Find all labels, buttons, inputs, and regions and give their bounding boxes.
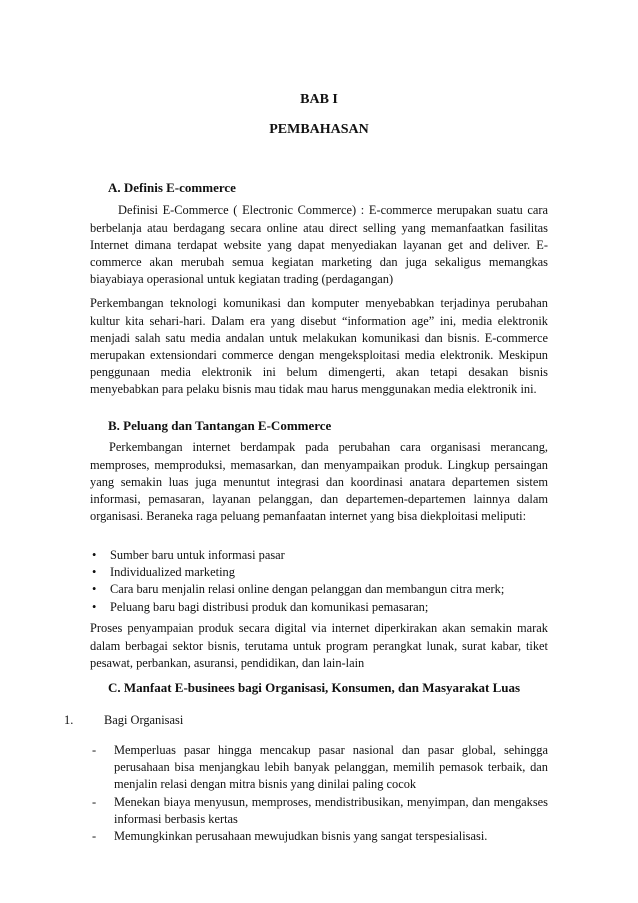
list-item: - Memungkinkan perusahaan mewujudkan bisnis yang sangat terspesialisasi.: [90, 828, 548, 845]
paragraph-digital-delivery: Proses penyampaian produk secara digital via internet diperkirakan akan semakin marak dalam berbagai sektor bisnis, terutama untuk program perangkat lunak, surat kabar, tiket pesawat, perbankan, asuransi, pendidikan, dan lain-lain: [90, 621, 548, 670]
paragraph-definition: Definisi E-Commerce ( Electronic Commerce) : E-commerce merupakan suatu cara berbelanja atau berdagang secara online atau direct selling yang memanfaatkan fasilitas Internet dimana terdapat website yang dapat menyediakan layanan get and deliver. E-commerce akan merubah semua kegiatan marketing dan juga sekaligus memangkas biayabiaya operasional untuk kegiatan trading (perdagangan): [90, 203, 548, 287]
chapter-title: BAB I: [300, 92, 338, 107]
benefit-list: [90, 742, 548, 845]
heading-section-b: B. Peluang dan Tantangan E-Commerce: [108, 418, 332, 433]
paragraph-development: Perkembangan teknologi komunikasi dan komputer menyebabkan terjadinya perubahan kultur kita sehari-hari. Dalam era yang disebut “information age” ini, media elektronik menjadi salah satu media andalan untuk melakukan komunikasi dan bisnis. E-commerce merupakan extensiondari commerce dengan mengeksploitasi media elektronik. Meskipun penggunaan media elektronik ini belum dimengerti, akan tetapi desakan bisnis menyebabkan para pelaku bisnis mau tidak mau harus menggunakan media elektronik ini.: [90, 296, 548, 397]
section-title: PEMBAHASAN: [269, 122, 369, 137]
paragraph-opportunity: Perkembangan internet berdampak pada perubahan cara organisasi merancang, memproses, memproduksi, memasarkan, dan menyampaikan produk. Lingkup persaingan yang semakin luas juga menuntut integrasi dan koordinasi anatara departemen sistem informasi, pemasaran, layanan pelanggan, dan departemen-departemen lainnya dalam organisasi. Beraneka raga peluang pemanfaatan internet yang bisa diekploitasi meliputi:: [90, 440, 548, 524]
bullet-icon: •: [92, 565, 97, 580]
bullet-icon: •: [92, 548, 97, 562]
item-label: Bagi Organisasi: [104, 713, 184, 727]
heading-section-a: A. Definis E-commerce: [108, 180, 236, 195]
opportunity-list: [90, 547, 548, 616]
dash-icon: -: [92, 829, 97, 844]
list-item: • Cara baru menjalin relasi online dengan pelanggan dan membangun citra merk;: [90, 581, 548, 598]
bullet-icon: •: [92, 582, 97, 597]
item-number: 1.: [64, 713, 74, 727]
list-item: • Sumber baru untuk informasi pasar: [90, 547, 548, 564]
heading-section-c: C. Manfaat E-businees bagi Organisasi, Konsumen, dan Masyarakat Luas: [108, 680, 521, 695]
list-item: - Memperluas pasar hingga mencakup pasar nasional dan pasar global, sehingga perusahaan bisa menjangkau lebih banyak pelanggan, memilih pemasok terbaik, dan menjalin relasi dengan mitra bisnis yang dinilai paling cocok: [92, 743, 548, 792]
list-item: - Menekan biaya menyusun, memproses, mendistribusikan, menyimpan, dan mengakses informasi berbasis kertas: [92, 794, 548, 826]
dash-icon: -: [92, 794, 97, 809]
list-item: • Peluang baru bagi distribusi produk dan komunikasi pemasaran;: [90, 599, 548, 616]
numbered-item-organization: [64, 713, 183, 728]
list-item: • Individualized marketing: [90, 564, 548, 581]
dash-icon: -: [92, 743, 97, 757]
bullet-icon: •: [92, 599, 97, 614]
